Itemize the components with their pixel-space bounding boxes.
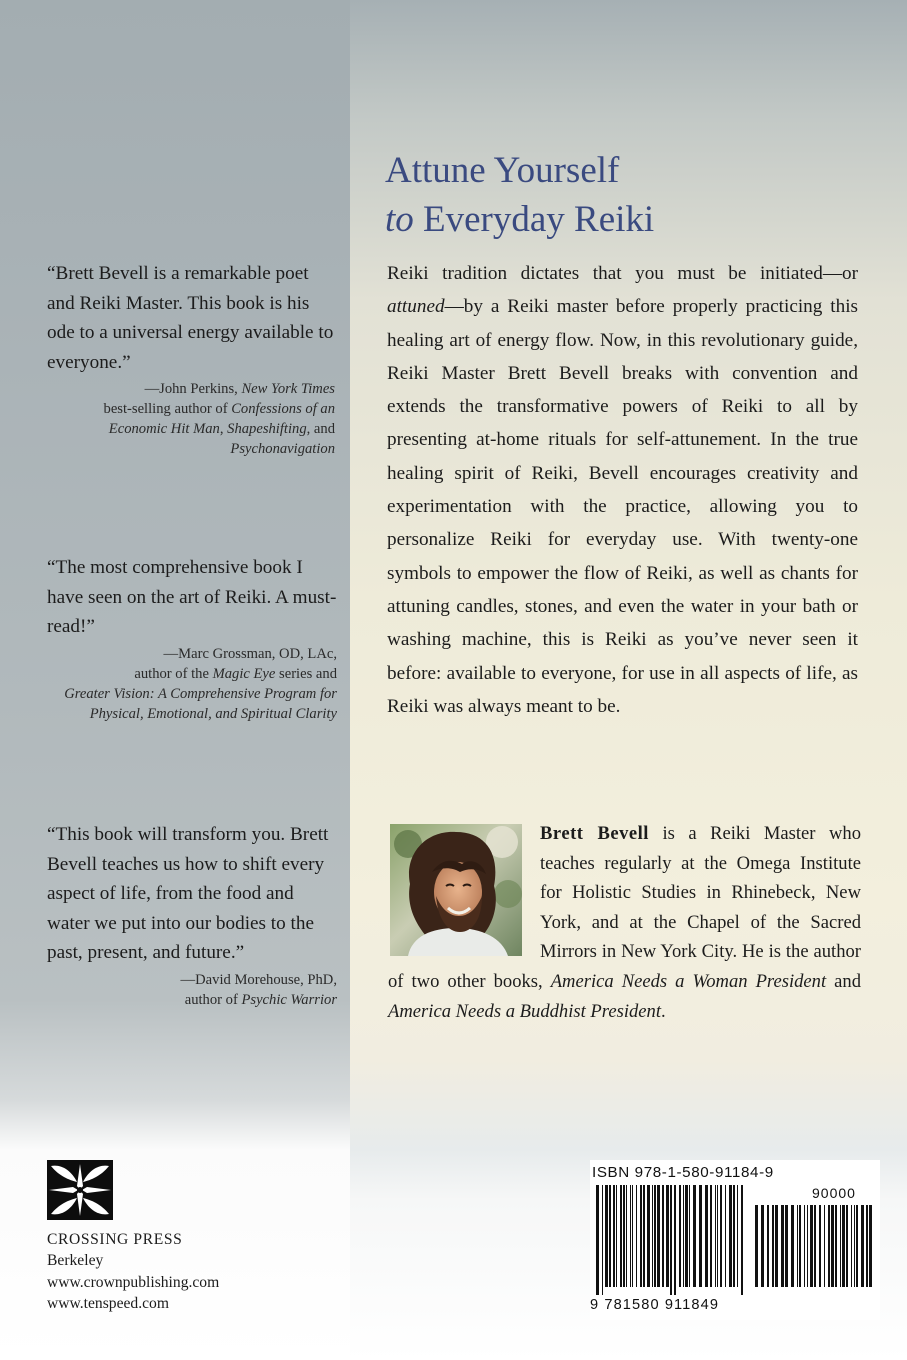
barcode-bar [767, 1205, 769, 1287]
barcode-bar [715, 1185, 716, 1287]
barcode-bar [602, 1185, 603, 1295]
barcode-bar [647, 1185, 650, 1287]
barcode-bar [666, 1185, 669, 1287]
publisher-name: CROSSING PRESS [47, 1231, 183, 1248]
barcode-bar [652, 1185, 653, 1287]
crossing-press-logo-icon [47, 1160, 113, 1220]
barcode-bar [636, 1185, 637, 1287]
barcode-bar [824, 1205, 825, 1287]
barcode-bar [670, 1185, 672, 1295]
description-part-1: Reiki tradition dictates that you must be initiated—or [387, 263, 858, 284]
publisher-city: Berkeley [47, 1252, 104, 1270]
barcode-bar [866, 1205, 868, 1287]
barcode-bar [828, 1205, 830, 1287]
barcode-bar [733, 1185, 735, 1287]
barcode-bar [814, 1205, 816, 1287]
price-code: 90000 [812, 1185, 856, 1201]
barcode-bar [620, 1185, 622, 1287]
barcode-bar [693, 1185, 696, 1287]
barcode-bar [869, 1205, 872, 1287]
barcode-bar [616, 1185, 617, 1287]
author-book-title: America Needs a Buddhist President [388, 1000, 662, 1022]
attribution-book: Greater Vision: A Comprehensive Program for Physical, Emotional, and Spiritual Clarity [64, 685, 337, 722]
headline-rest: Everyday Reiki [413, 199, 655, 240]
attribution-separator: series and [275, 665, 337, 682]
barcode-bar [846, 1205, 848, 1287]
description-part-2: —by a Reiki master before properly practicing this healing art of energy flow. Now, in this revolutionary guide, Reiki Master Brett Bevell breaks with convention and extends the transformative powers of Reiki to all by presenting at-home rituals for self-attunement. In the true healing spirit of Reiki, Bevell encourages creativity and experimentation with the practice, allowing you to personalize Reiki for everyday use. With twenty-one symbols to empower the flow of Reiki, as well as chants for attuning candles, stones, and even the water in your bath or washing machine, this is Reiki as you’ve never seen it before: available to everyone, for use in all aspects of life, as Reiki was always meant to be. [387, 296, 858, 717]
author-book-title: America Needs a Woman President [550, 970, 827, 992]
quote-attribution [47, 379, 335, 459]
barcode-bar [705, 1185, 708, 1287]
headline-italic-word: to [385, 199, 414, 240]
barcode-bar [699, 1185, 702, 1287]
barcode-bar [785, 1205, 788, 1287]
publisher-url: www.crownpublishing.com [47, 1273, 220, 1291]
barcode-bar [630, 1185, 631, 1287]
quote-text: “The most comprehensive book I have seen on the art of Reiki. A must-read!” [47, 557, 337, 638]
barcode-bar [804, 1205, 805, 1287]
barcode-bar [657, 1185, 660, 1287]
author-name: Brett Bevell [540, 823, 649, 844]
barcode-bar [819, 1205, 821, 1287]
barcode-bar [755, 1205, 758, 1287]
barcode-bar [662, 1185, 664, 1287]
barcode-bar [741, 1185, 743, 1295]
barcode-bar [613, 1185, 615, 1287]
barcode-bar [861, 1205, 864, 1287]
attribution-book: Shapeshifting [227, 421, 307, 438]
attribution-book: Psychic Warrior [241, 991, 337, 1008]
barcode-bars [596, 1185, 746, 1295]
attribution-separator: , [219, 421, 228, 438]
barcode-bar [685, 1185, 688, 1287]
endorsement-quote-2 [47, 553, 337, 724]
attribution-book: Confessions of an Economic Hit Man [108, 401, 335, 438]
barcode-bar [729, 1185, 732, 1287]
quote-attribution [47, 970, 337, 1010]
barcode-bar [761, 1205, 764, 1287]
endorsement-quote-3 [47, 820, 337, 1010]
barcode-bar [725, 1185, 726, 1287]
barcode-bar [654, 1185, 656, 1287]
barcode-bar [626, 1185, 627, 1287]
barcode-bar [775, 1205, 778, 1287]
attribution-name: —John Perkins, [144, 381, 242, 398]
barcode-addon-bars [755, 1205, 875, 1295]
barcode-bar [840, 1205, 841, 1287]
author-bio-text: . [661, 1000, 666, 1022]
barcode-bar [842, 1205, 845, 1287]
barcode-bar [720, 1185, 722, 1287]
barcode-bar [807, 1205, 808, 1287]
barcode-bar [835, 1205, 837, 1287]
author-bio-text: is a Reiki Master who teaches regularly at the Omega Institute for Holistic Studies in Rhinebeck, New York, and at the Chapel of the Sacred Mirrors in New York City. He is the author of two other books, [388, 823, 861, 992]
isbn-barcode [590, 1160, 880, 1320]
barcode-bar [797, 1205, 798, 1287]
barcode-bar [623, 1185, 625, 1287]
author-bio-text: and [826, 970, 861, 992]
description-italic: attuned [387, 296, 445, 318]
barcode-bar [854, 1205, 855, 1287]
barcode-bar [781, 1205, 784, 1287]
barcode-bar [717, 1185, 718, 1287]
barcode-bar [851, 1205, 852, 1287]
attribution-role: author of [184, 991, 242, 1008]
quote-text: “This book will transform you. Brett Bevell teaches us how to shift every aspect of life, from the food and water we put into our bodies to the past, present, and future.” [47, 824, 329, 964]
publisher-info [47, 1229, 219, 1315]
barcode-bar [643, 1185, 645, 1287]
barcode-bar [674, 1185, 676, 1295]
barcode-bar [596, 1185, 599, 1295]
headline-line-1: Attune Yourself [385, 150, 620, 191]
barcode-bar [737, 1185, 738, 1287]
barcode-bar [799, 1205, 801, 1287]
isbn-number: ISBN 978-1-580-91184-9 [592, 1164, 774, 1181]
barcode-bar [810, 1205, 813, 1287]
headline-line-2 [385, 195, 865, 244]
barcode-bar [632, 1185, 633, 1287]
attribution-book: Psychonavigation [230, 441, 335, 458]
barcode-bar [831, 1205, 834, 1287]
endorsement-quote-1 [47, 259, 335, 459]
barcode-bar [640, 1185, 642, 1287]
headline [385, 146, 865, 244]
author-photo [390, 824, 522, 956]
book-description [387, 257, 858, 723]
attribution-name: —David Morehouse, PhD, [180, 971, 337, 988]
barcode-bar [679, 1185, 681, 1287]
barcode-bar [710, 1185, 712, 1287]
barcode-bar [689, 1185, 690, 1287]
attribution-name: —Marc Grossman, OD, LAc, [163, 645, 337, 662]
barcode-bar [609, 1185, 611, 1287]
attribution-book: Magic Eye [212, 665, 276, 682]
barcode-bar [856, 1205, 858, 1287]
barcode-bar [772, 1205, 774, 1287]
publisher-url: www.tenspeed.com [47, 1295, 169, 1313]
attribution-separator: , and [306, 421, 335, 438]
barcode-bar [683, 1185, 684, 1287]
quote-attribution [47, 644, 337, 724]
barcode-bar [791, 1205, 794, 1287]
barcode-bar [605, 1185, 608, 1287]
attribution-role: author of the [134, 665, 213, 682]
quote-text: “Brett Bevell is a remarkable poet and Reiki Master. This book is his ode to a universal energy available to everyone.” [47, 263, 334, 373]
barcode-digits: 9 781580 911849 [590, 1297, 720, 1313]
attribution-role: best-selling author of [103, 401, 232, 418]
attribution-publication: New York Times [241, 381, 335, 398]
